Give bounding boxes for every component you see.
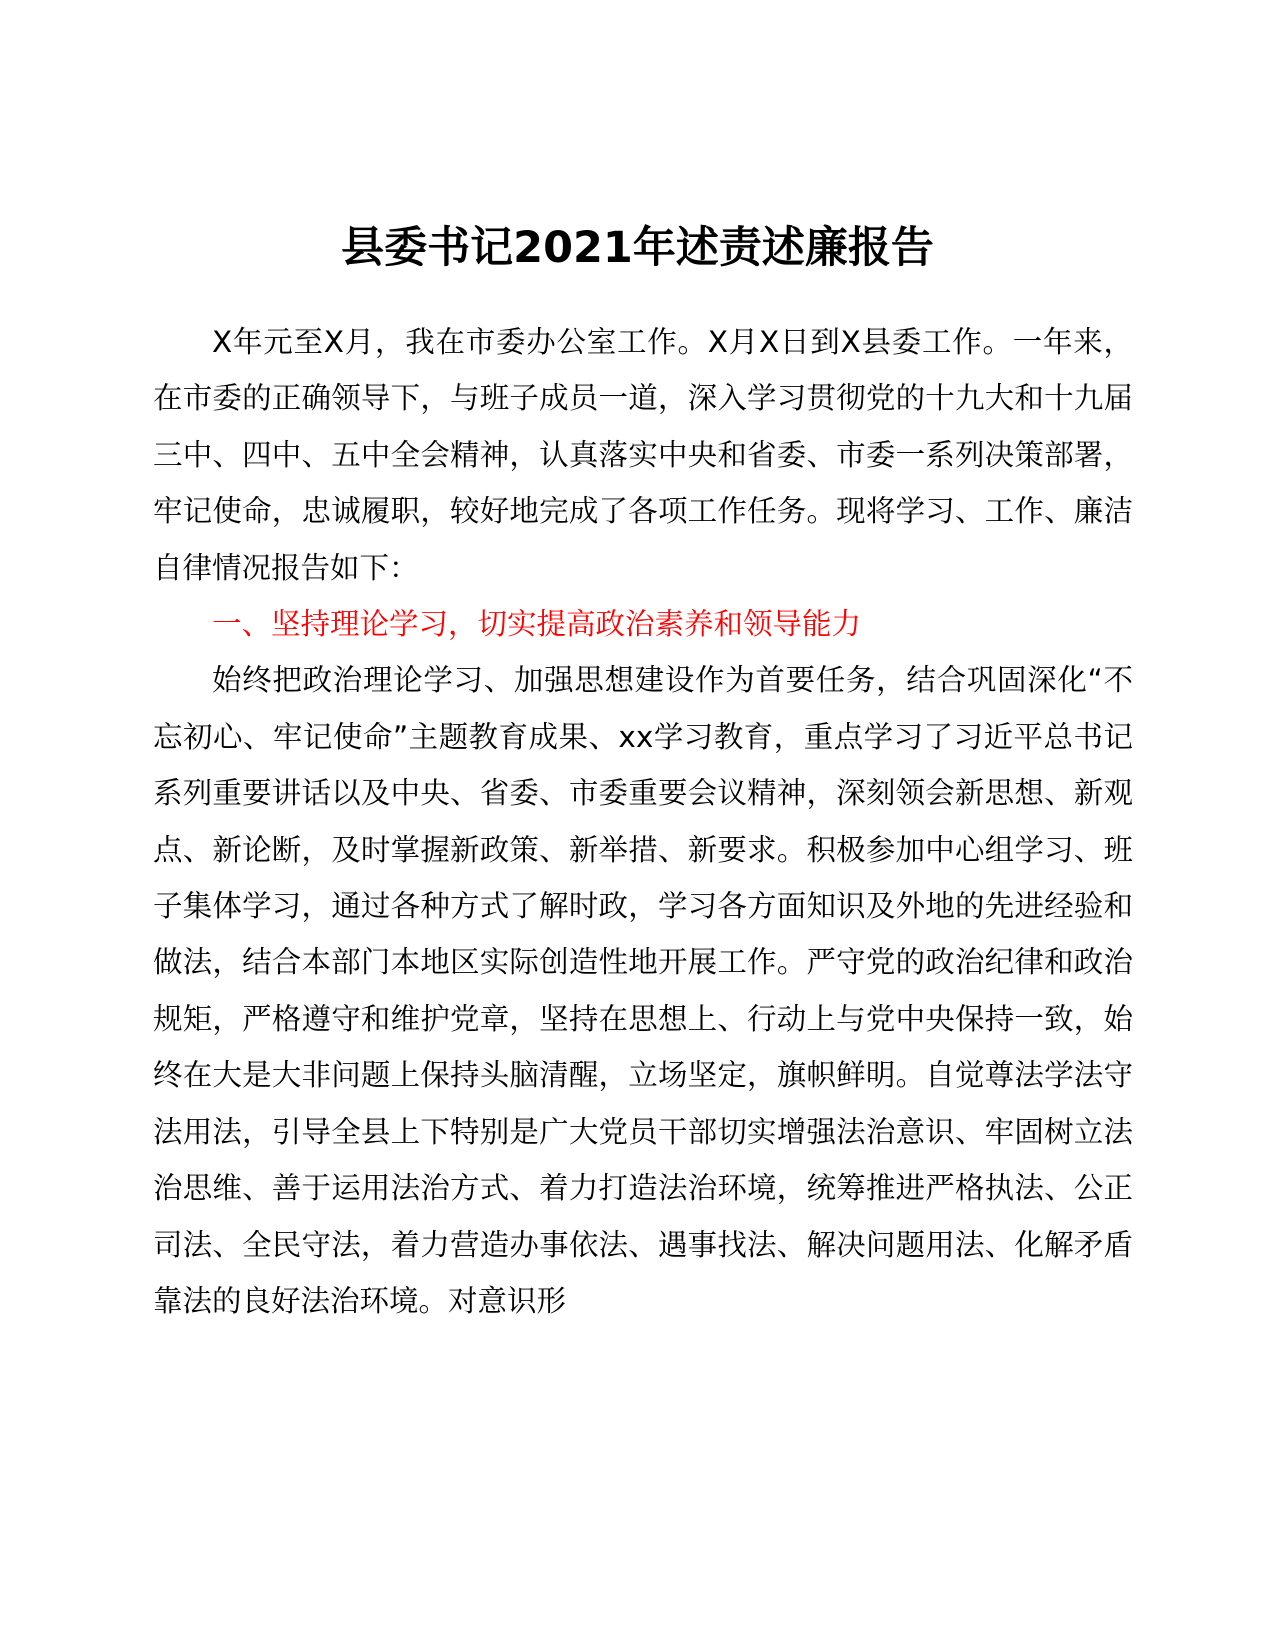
document-title: 县委书记2021年述责述廉报告 [341,223,934,273]
section-heading: 一、坚持理论学习，切实提高政治素养和领导能力 [212,607,862,642]
document-body [153,314,1133,1329]
intro-paragraph: X年元至X月，我在市委办公室工作。X月X日到X县委工作。一年来，在市委的正确领导下，与班子成员一道，深入学习贯彻党的十九大和十九届三中、四中、五中全会精神，认真落实中央和省委、市委一系列决策部署，牢记使命，忠诚履职，较好地完成了各项工作任务。现将学习、工作、廉洁自律情况报告如下： [153,325,1133,585]
section-paragraph: 始终把政治理论学习、加强思想建设作为首要任务，结合巩固深化“不忘初心、牢记使命”主题教育成果、xx学习教育，重点学习了习近平总书记系列重要讲话以及中央、省委、市委重要会议精神，深刻领会新思想、新观点、新论断，及时掌握新政策、新举措、新要求。积极参加中心组学习、班子集体学习，通过各种方式了解时政，学习各方面知识及外地的先进经验和做法，结合本部门本地区实际创造性地开展工作。严守党的政治纪律和政治规矩，严格遵守和维护党章，坚持在思想上、行动上与党中央保持一致，始终在大是大非问题上保持头脑清醒，立场坚定，旗帜鲜明。自觉尊法学法守法用法，引导全县上下特别是广大党员干部切实增强法治意识、牢固树立法治思维、善于运用法治方式、着力打造法治环境，统筹推进严格执法、公正司法、全民守法，着力营造办事依法、遇事找法、解决问题用法、化解矛盾靠法的良好法治环境。对意识形 [153,663,1133,1318]
